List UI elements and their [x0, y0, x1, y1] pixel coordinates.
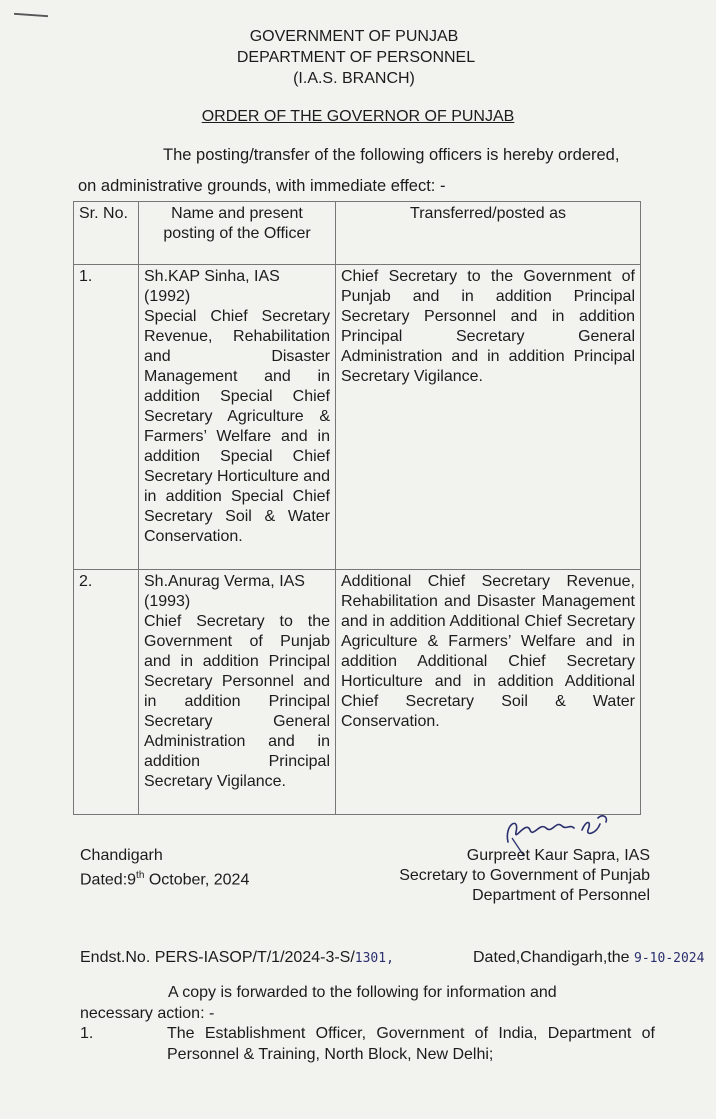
endorsement-number: Endst.No. PERS-IASOP/T/1/2024-3-S/1301, — [80, 949, 394, 966]
posted-as: Additional Chief Secretary Revenue, Rehabilitation and Disaster Management and in addition Additional Chief Secretary Agriculture & Farmers’ Welfare and in addition Additional Chief Secretary Horticulture and in addition Additional Chief Secretary Soil & Water Conservation. — [336, 570, 641, 815]
header-government: GOVERNMENT OF PUNJAB — [249, 28, 459, 45]
copy-paragraph — [80, 982, 652, 1024]
handwritten-number: 1301, — [354, 951, 394, 966]
row-officer — [139, 570, 336, 815]
copy-item-number: 1. — [80, 1025, 94, 1042]
officer-name: Sh.Anurag Verma, IAS — [144, 573, 305, 590]
scan-mark — [14, 13, 48, 17]
present-posting: Special Chief Secretary Revenue, Rehabilitation and Disaster Management and in addition Special Chief Secretary Agriculture & Farmers’ Welfare and in addition Special Chief Secretary Horticulture and in addition Special Chief Secretary Soil & Water Conservation. — [144, 308, 330, 545]
table-row — [74, 265, 641, 570]
copy-item-text: The Establishment Officer, Government of India, Department of Personnel & Training, North Block, New Delhi; — [167, 1025, 655, 1063]
signatory-block — [376, 846, 650, 906]
copy-line-1: A copy is forwarded to the following for information and — [168, 984, 557, 1001]
posted-as: Chief Secretary to the Government of Punjab and in addition Principal Secretary Personnel and in addition Principal Secretary General Administration and in addition Principal Secretary Vigilance. — [336, 265, 641, 570]
copy-line-2: necessary action: - — [80, 1005, 215, 1022]
table-row — [74, 570, 641, 815]
header-branch: (I.A.S. BRANCH) — [293, 70, 415, 87]
row-officer — [139, 265, 336, 570]
posting-table — [73, 201, 641, 815]
officer-name: Sh.KAP Sinha, IAS — [144, 268, 280, 285]
place: Chandigarh — [80, 847, 163, 864]
present-posting: Chief Secretary to the Government of Punjab and in addition Principal Secretary Personnel and in addition Principal Secretary General Administration and in addition Principal Secretary Vigilance. — [144, 613, 330, 790]
intro-line-2: on administrative grounds, with immediate effect: - — [78, 177, 446, 195]
header-transferred: Transferred/posted as — [336, 202, 641, 265]
intro-line-1: The posting/transfer of the following officers is hereby ordered, — [163, 146, 620, 164]
signatory-name: Gurpreet Kaur Sapra, IAS — [466, 847, 650, 864]
officer-batch: (1992) — [144, 288, 191, 305]
row-sr: 2. — [74, 570, 139, 815]
table-header-row — [74, 202, 641, 265]
row-sr: 1. — [74, 265, 139, 570]
header-department: DEPARTMENT OF PERSONNEL — [236, 49, 476, 66]
header-name-posting: Name and present posting of the Officer — [139, 202, 336, 265]
header-sr-no: Sr. No. — [74, 202, 139, 265]
order-date: Dated:9th October, 2024 — [80, 870, 250, 889]
handwritten-date: 9-10-2024 — [634, 951, 705, 966]
order-title: ORDER OF THE GOVERNOR OF PUNJAB — [201, 108, 515, 125]
officer-batch: (1993) — [144, 593, 191, 610]
place-date-block — [80, 846, 249, 890]
signatory-department: Department of Personnel — [472, 887, 650, 904]
signatory-title: Secretary to Government of Punjab — [399, 867, 650, 884]
endorsement-date: Dated,Chandigarh,the 9-10-2024 — [473, 949, 705, 966]
